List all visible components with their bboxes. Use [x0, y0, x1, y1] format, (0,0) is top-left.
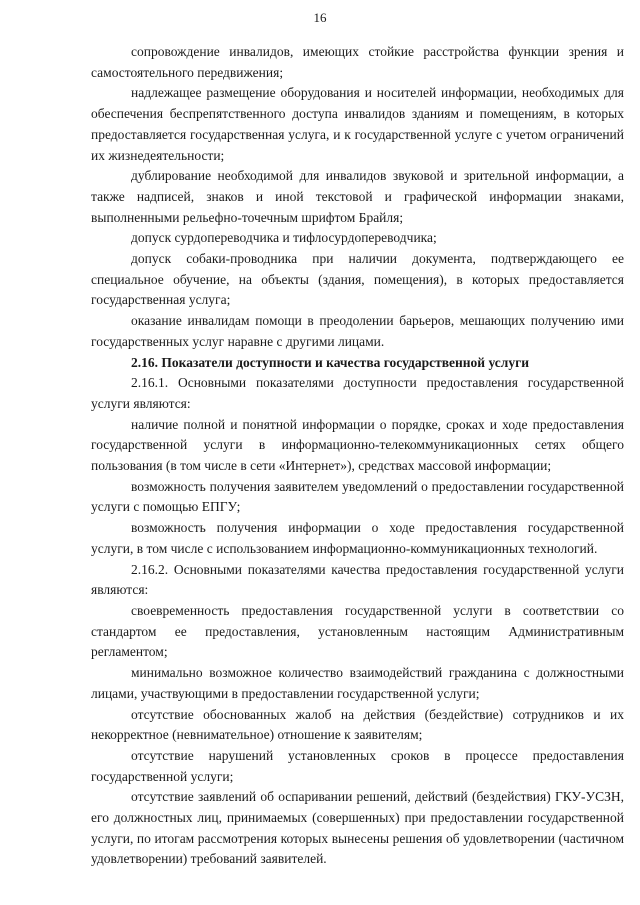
section-heading-2-16: 2.16. Показатели доступности и качества государственной услуги: [131, 354, 529, 370]
paragraph-sign-interpreter: допуск сурдопереводчика и тифлосурдопереводчика;: [131, 230, 437, 246]
accessibility-item-information: наличие полной и понятной информации о порядке, сроках и ходе предоставления государственной услуги в информационно-телекоммуникационных сетях общего пользования (в том числе в сети «Интернет»), средствах массовой информации;: [91, 416, 624, 474]
paragraph-equipment-placement: надлежащее размещение оборудования и носителей информации, необходимых для обеспечения беспрепятственного доступа инвалидов зданиям и помещениям, в которых предоставляется государственная услуга, и к государственной услуге с учетом ограничений их жизнедеятельности;: [91, 85, 624, 163]
quality-item-no-deadline-violations: отсутствие нарушений установленных сроков в процессе предоставления государственной услуги;: [91, 747, 624, 784]
section-2-16-2-intro: 2.16.2. Основными показателями качества предоставления государственной услуги являются:: [91, 561, 624, 598]
paragraph-guide-dog: допуск собаки-проводника при наличии документа, подтверждающего ее специальное обучение, на объекты (здания, помещения), в которых предоставляется государственная услуга;: [91, 251, 624, 308]
paragraph-escort-disabled: сопровождение инвалидов, имеющих стойкие расстройства функции зрения и самостоятельного передвижения;: [91, 44, 624, 80]
quality-item-no-complaints: отсутствие обоснованных жалоб на действия (бездействие) сотрудников и их некорректное (невнимательное) отношение к заявителям;: [91, 706, 624, 743]
section-2-16-1-intro-line2: услуги являются:: [91, 395, 191, 411]
quality-item-timeliness: своевременность предоставления государственной услуги в соответствии со стандартом ее предоставления, установленным настоящим Административным регламентом;: [91, 602, 624, 660]
section-2-16-1-intro-line1: 2.16.1. Основными показателями доступности предоставления государственной: [131, 375, 624, 391]
paragraph-braille-duplication: дублирование необходимой для инвалидов звуковой и зрительной информации, а также надписей, знаков и иной текстовой и графической информации знаками, выполненными рельефно-точечным шрифтом Брайля;: [91, 168, 624, 225]
quality-item-no-appeals: отсутствие заявлений об оспаривании решений, действий (бездействия) ГКУ-УСЗН, его должностных лиц, принимаемых (совершенных) при предоставлении государственной услуги, по итогам рассмотрения которых вынесены решения об удовлетворении (частичном удовлетворении) требований заявителей.: [91, 789, 624, 867]
accessibility-item-notifications: возможность получения заявителем уведомлений о предоставлении государственной услуги с помощью ЕПГУ;: [91, 478, 624, 515]
document-body: [91, 42, 624, 870]
quality-item-min-interactions: минимально возможное количество взаимодействий гражданина с должностными лицами, участвующими в предоставлении государственной услуги;: [91, 665, 624, 701]
page-number: 16: [313, 10, 327, 25]
accessibility-item-progress-info: возможность получения информации о ходе предоставления государственной услуги, в том числе с использованием информационно-коммуникационных технологий.: [91, 520, 624, 556]
paragraph-barrier-assistance: оказание инвалидам помощи в преодолении барьеров, мешающих получению ими государственных услуг наравне с другими лицами.: [91, 313, 624, 349]
